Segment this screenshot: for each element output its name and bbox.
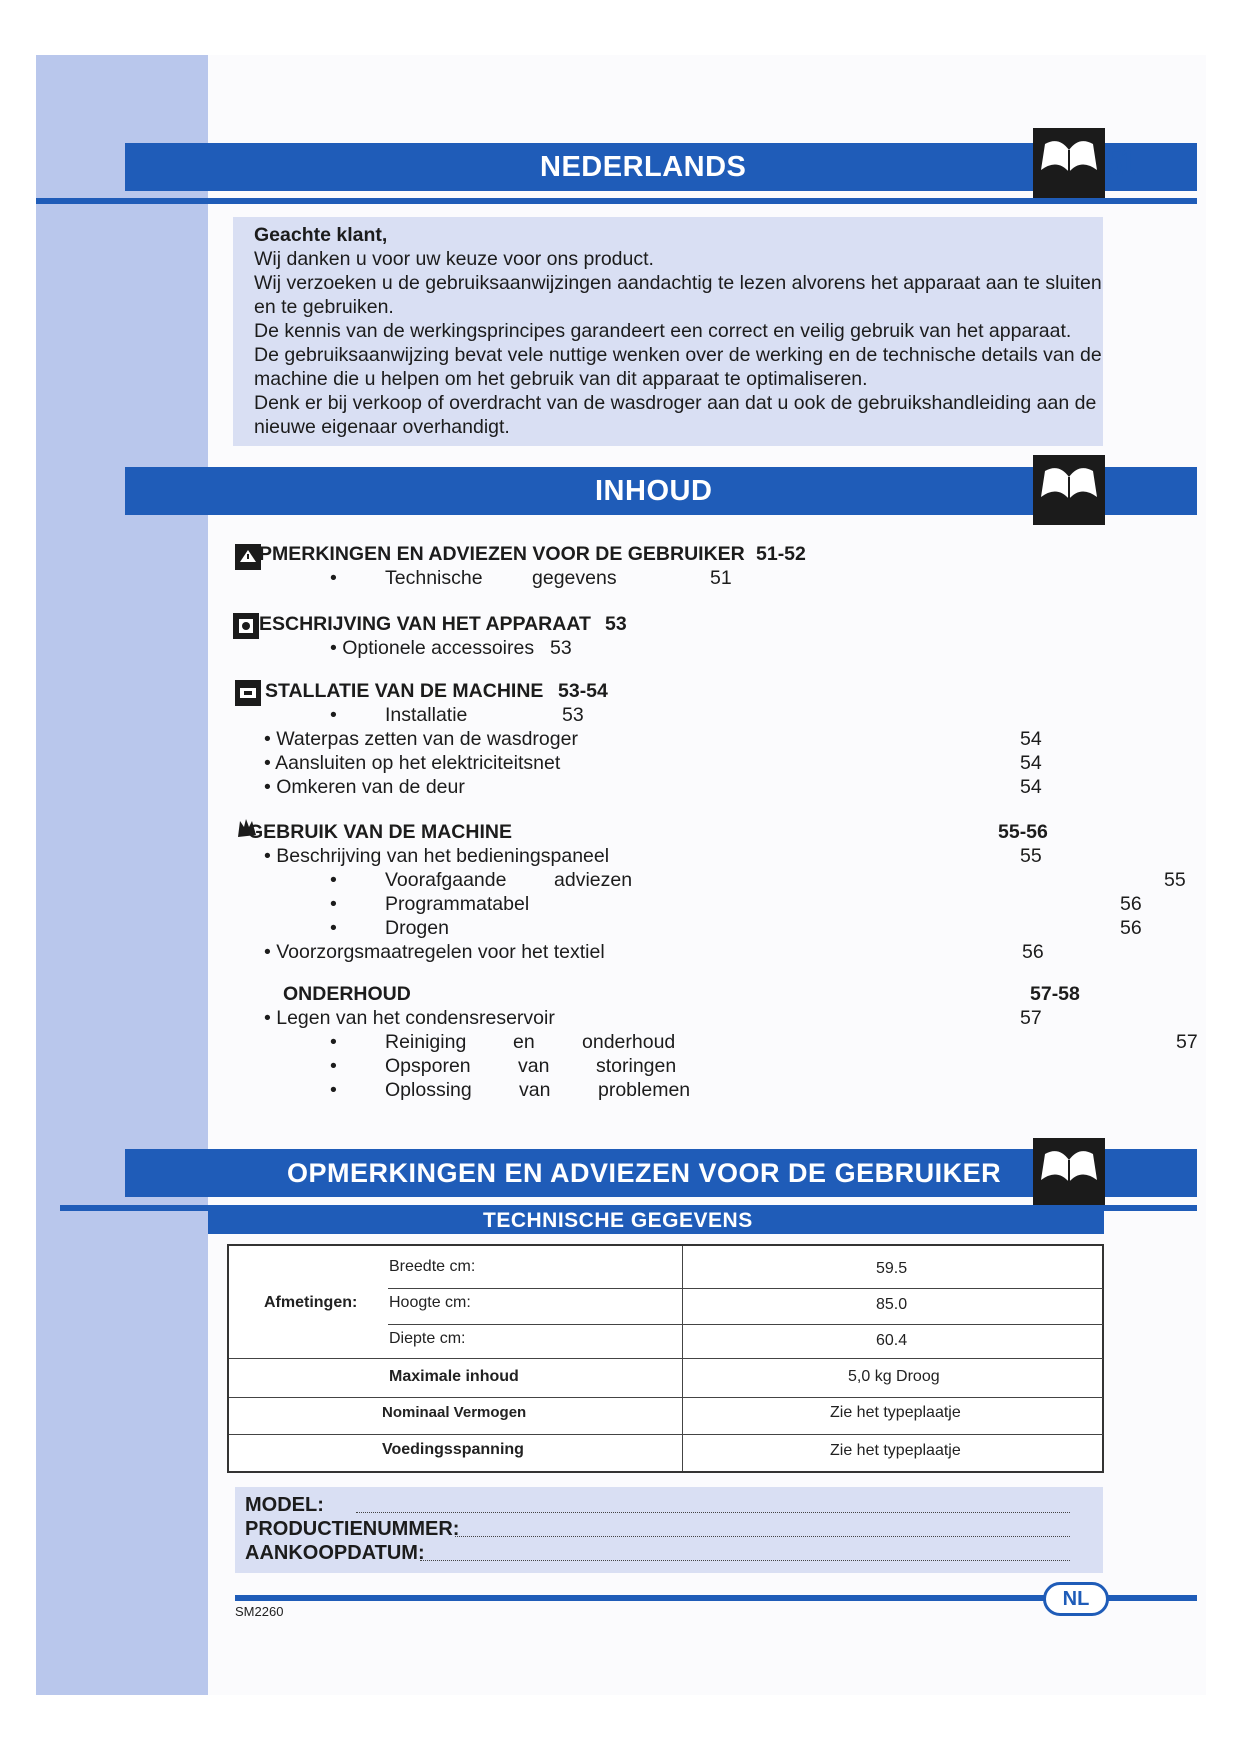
installation-icon <box>235 680 261 706</box>
toc-bullet: • <box>330 704 337 726</box>
toc-bullet: • <box>330 1055 337 1077</box>
page-number: 51 <box>1108 140 1135 184</box>
toc-item: Installatie <box>385 704 468 726</box>
specs-subtitle: TECHNISCHE GEGEVENS <box>483 1209 753 1232</box>
spec-table-divider <box>229 1434 1103 1435</box>
toc-item: Drogen <box>385 917 449 939</box>
production-number-label: PRODUCTIENUMMER: <box>245 1518 460 1540</box>
toc-item-page: 57 <box>1176 1031 1198 1053</box>
appliance-icon <box>233 613 259 639</box>
toc-section-title: ESCHRIJVING VAN HET APPARAAT <box>259 613 591 635</box>
toc-bullet: • <box>330 869 337 891</box>
toc-item: gegevens <box>532 567 617 589</box>
toc-section-pages: 57-58 <box>1030 983 1080 1005</box>
language-title: NEDERLANDS <box>540 151 747 183</box>
spec-value: Zie het typeplaatje <box>830 1404 961 1421</box>
toc-bullet: • <box>330 917 337 939</box>
toc-item: onderhoud <box>582 1031 676 1053</box>
spec-label: Maximale inhoud <box>389 1368 519 1385</box>
toc-item: • Beschrijving van het bedieningspaneel <box>264 845 610 867</box>
toc-item: en <box>513 1031 535 1053</box>
toc-item: • Omkeren van de deur <box>264 776 465 798</box>
toc-item-page: 53 <box>562 704 584 726</box>
toc-item: Reiniging <box>385 1031 467 1053</box>
advice-title: OPMERKINGEN EN ADVIEZEN VOOR DE GEBRUIKER <box>287 1158 1002 1188</box>
toc-item: problemen <box>598 1079 691 1101</box>
intro-line: Wij danken u voor uw keuze voor ons product. <box>254 248 654 270</box>
toc-item: • Optionele accessoires <box>330 637 535 659</box>
spec-label: Breedte cm: <box>389 1258 476 1275</box>
toc-item-page: 55 <box>1164 869 1186 891</box>
intro-line: De gebruiksaanwijzing bevat vele nuttige wenken over de werking en de technische details van de <box>254 344 1102 366</box>
intro-line: Denk er bij verkoop of overdracht van de wasdroger aan dat u ook de gebruikshandleiding aan de <box>254 392 1097 414</box>
spec-value: 59.5 <box>876 1260 908 1277</box>
toc-section-pages: 51-52 <box>756 543 806 565</box>
toc-item: Programmatabel <box>385 893 530 915</box>
model-label: MODEL: <box>245 1494 324 1516</box>
toc-item-page: 54 <box>1020 776 1042 798</box>
intro-greeting: Geachte klant, <box>254 224 388 246</box>
book-icon <box>1033 1138 1105 1208</box>
toc-item: storingen <box>596 1055 677 1077</box>
toc-item-page: 56 <box>1120 893 1142 915</box>
toc-item-page: 54 <box>1020 752 1042 774</box>
toc-section-title: PMERKINGEN EN ADVIEZEN VOOR DE GEBRUIKER <box>259 543 745 565</box>
production-number-fill-line <box>455 1536 1070 1537</box>
toc-bullet: • <box>330 567 337 589</box>
toc-item-page: 56 <box>1022 941 1044 963</box>
toc-item-page: 53 <box>550 637 572 659</box>
contents-title: INHOUD <box>595 475 713 507</box>
toc-item: Oplossing <box>385 1079 472 1101</box>
toc-item-page: 57 <box>1020 1007 1042 1029</box>
toc-section-title: STALLATIE VAN DE MACHINE <box>265 680 544 702</box>
toc-item-page: 56 <box>1120 917 1142 939</box>
model-fill-line <box>356 1512 1070 1513</box>
warning-icon <box>235 544 261 570</box>
toc-item: • Aansluiten op het elektriciteitsnet <box>264 752 561 774</box>
spec-table-divider <box>229 1358 1103 1359</box>
toc-bullet: • <box>330 1079 337 1101</box>
purchase-date-label: AANKOOPDATUM: <box>245 1542 425 1564</box>
toc-item: Opsporen <box>385 1055 471 1077</box>
toc-item-page: 51 <box>710 567 732 589</box>
toc-item: van <box>519 1079 551 1101</box>
toc-bullet: • <box>330 893 337 915</box>
spec-table-divider <box>229 1397 1103 1398</box>
toc-item: Technische <box>385 567 483 589</box>
purchase-date-fill-line <box>420 1560 1070 1561</box>
spec-table-divider <box>388 1324 1103 1325</box>
spec-label: Hoogte cm: <box>389 1294 471 1311</box>
toc-section-title: GEBRUIK VAN DE MACHINE <box>248 821 512 843</box>
toc-item-page: 54 <box>1020 728 1042 750</box>
toc-section-pages: 53-54 <box>558 680 608 702</box>
intro-line: nieuwe eigenaar overhandigt. <box>254 416 510 438</box>
toc-section-title: ONDERHOUD <box>283 983 411 1005</box>
toc-item: • Legen van het condensreservoir <box>264 1007 555 1029</box>
spec-label: Nominaal Vermogen <box>382 1404 527 1421</box>
spec-value: 85.0 <box>876 1296 908 1313</box>
toc-item: Voorafgaande <box>385 869 507 891</box>
toc-item-page: 55 <box>1020 845 1042 867</box>
specs-subheader-bar <box>208 1208 1104 1234</box>
toc-item: • Waterpas zetten van de wasdroger <box>264 728 578 750</box>
spec-table-divider <box>388 1288 1103 1289</box>
toc-bullet: • <box>330 1031 337 1053</box>
spec-value: Zie het typeplaatje <box>830 1442 961 1459</box>
spec-value: 60.4 <box>876 1332 908 1349</box>
toc-item: adviezen <box>554 869 633 891</box>
toc-section-pages: 53 <box>605 613 627 635</box>
spec-label: Diepte cm: <box>389 1330 466 1347</box>
language-badge: NL <box>1043 1582 1109 1616</box>
toc-item: • Voorzorgsmaatregelen voor het textiel <box>264 941 605 963</box>
spec-group-label: Afmetingen: <box>264 1294 358 1311</box>
spec-label: Voedingsspanning <box>382 1441 524 1458</box>
spec-value: 5,0 kg Droog <box>848 1368 940 1385</box>
toc-item: van <box>518 1055 550 1077</box>
document-code: SM2260 <box>235 1604 284 1619</box>
intro-line: Wij verzoeken u de gebruiksaanwijzingen aandachtig te lezen alvorens het apparaat aan te sluiten <box>254 272 1102 294</box>
intro-line: machine die u helpen om het gebruik van dit apparaat te optimaliseren. <box>254 368 868 390</box>
intro-line: en te gebruiken. <box>254 296 394 318</box>
intro-line: De kennis van de werkingsprincipes garandeert een correct en veilig gebruik van het apparaat. <box>254 320 1072 342</box>
toc-section-pages: 55-56 <box>998 821 1048 843</box>
